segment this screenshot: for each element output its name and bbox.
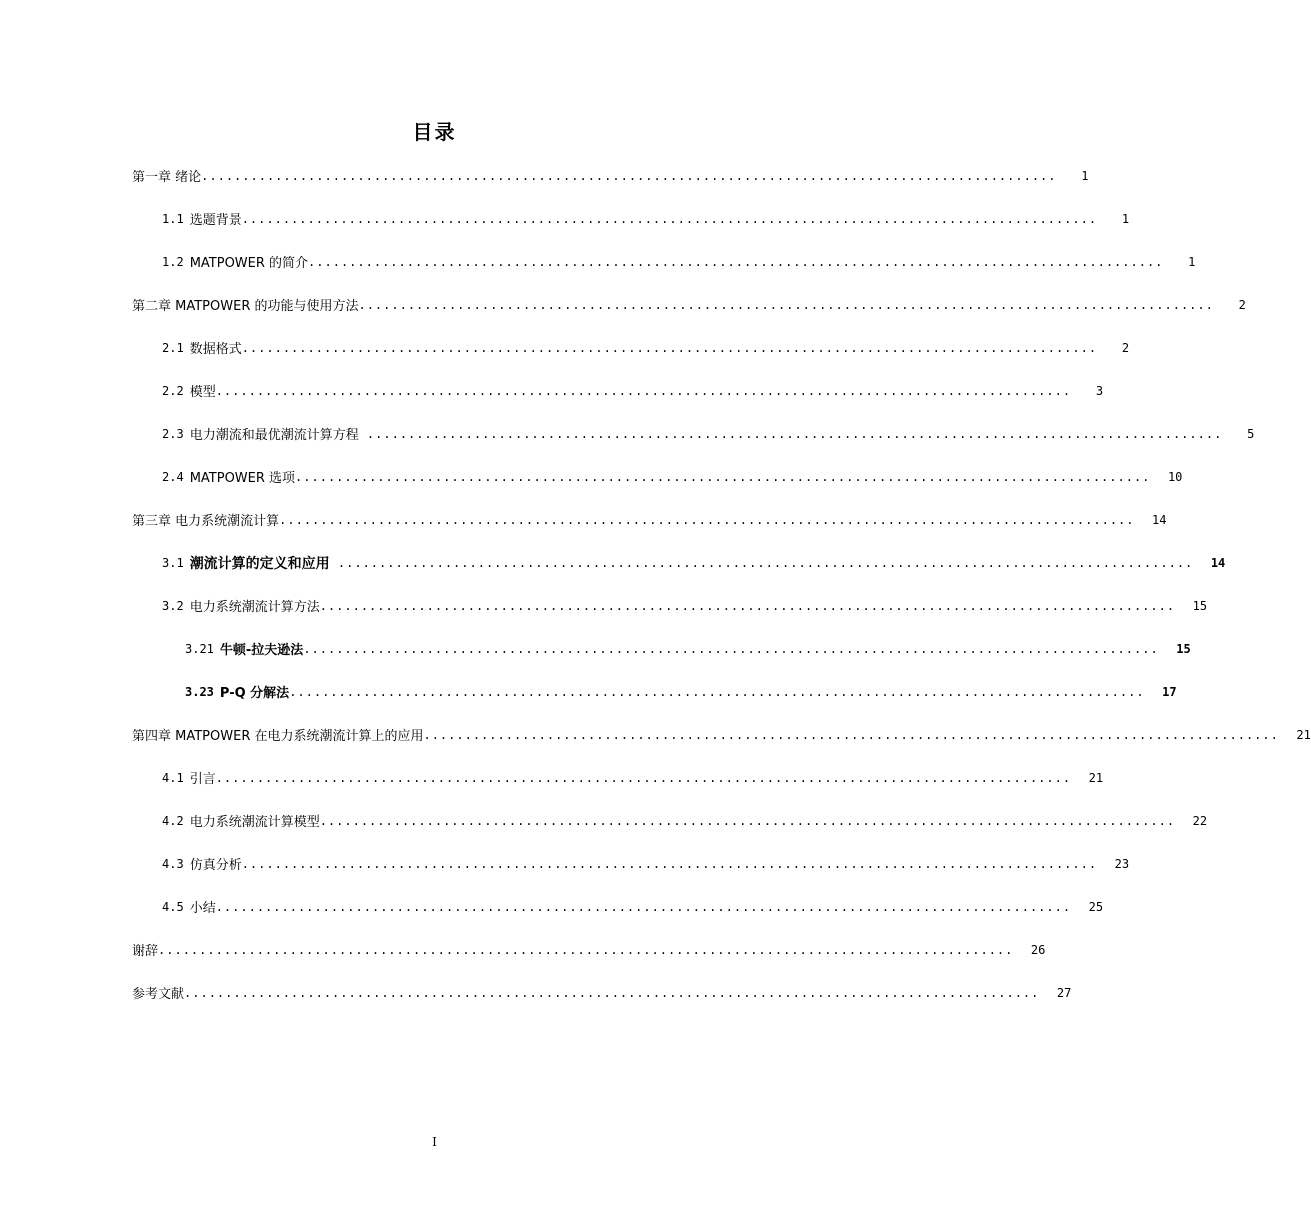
toc-entry-2-4[interactable]	[0, 455, 1183, 498]
toc-entry-1-2[interactable]	[0, 240, 1196, 283]
toc-entry-label: 仿真分析	[189, 858, 242, 873]
toc-page-number: 1	[1121, 211, 1130, 226]
toc-page-number: 27	[1056, 985, 1072, 1000]
toc-entry-label: 牛顿-拉夫逊法	[219, 643, 304, 658]
toc-page-number: 21	[1296, 727, 1311, 742]
toc-page-number: 23	[1114, 856, 1130, 871]
toc-section-number: 1.2	[162, 254, 184, 269]
toc-entry-label: 第三章 电力系统潮流计算	[132, 514, 280, 529]
toc-entry-chapter-1[interactable]	[0, 154, 1089, 197]
toc-entry-chapter-3[interactable]	[0, 498, 1167, 541]
page-title: 目录	[412, 120, 457, 144]
toc-leader-dots: ........................................................................................................	[358, 297, 1214, 312]
toc-leader-dots: ........................................................................................................	[215, 383, 1072, 398]
toc-page-number: 1	[1081, 168, 1089, 183]
toc-leader-dots: ........................................................................................................	[241, 856, 1098, 871]
table-of-contents	[0, 154, 1311, 1014]
toc-page-number: 21	[1088, 770, 1104, 785]
toc-leader-dots: ........................................................................................................	[319, 813, 1176, 828]
toc-entry-label: P-Q 分解法	[219, 686, 290, 701]
toc-page-number: 15	[1192, 598, 1208, 613]
toc-section-number: 3.2	[162, 598, 184, 613]
toc-section-number: 4.5	[162, 899, 184, 914]
toc-entry-label: 电力系统潮流计算模型	[189, 815, 320, 830]
toc-entry-chapter-4[interactable]	[0, 713, 1311, 756]
toc-entry-4-1[interactable]	[0, 756, 1104, 799]
toc-section-number: 3.21	[185, 641, 214, 656]
toc-page-number: 2	[1121, 340, 1130, 355]
toc-section-number: 1.1	[162, 211, 184, 226]
toc-entry-3-2[interactable]	[0, 584, 1208, 627]
toc-section-number: 4.3	[162, 856, 184, 871]
footer-page-number: I	[432, 1135, 437, 1149]
toc-entry-label: 引言	[189, 772, 216, 787]
toc-page-number: 17	[1162, 684, 1177, 699]
toc-leader-dots: ........................................................................................................	[423, 727, 1279, 742]
toc-leader-dots: ........................................................................................................	[295, 469, 1151, 484]
toc-page-number: 15	[1176, 641, 1191, 656]
toc-leader-dots: ........................................................................................................	[158, 942, 1014, 957]
toc-page-number: 1	[1188, 254, 1196, 269]
toc-section-number: 2.2	[162, 383, 184, 398]
toc-entry-3-1[interactable]	[0, 541, 1226, 584]
toc-entry-1-1[interactable]	[0, 197, 1130, 240]
toc-leader-dots: ........................................................................................................	[215, 899, 1072, 914]
toc-entry-label: 谢辞	[132, 944, 159, 959]
toc-leader-dots: ........................................................................................................	[329, 555, 1194, 570]
toc-entry-2-1[interactable]	[0, 326, 1130, 369]
toc-leader-dots: ........................................................................................................	[358, 426, 1223, 441]
toc-entry-4-5[interactable]	[0, 885, 1104, 928]
toc-leader-dots: ........................................................................................................	[303, 641, 1159, 656]
toc-entry-chapter-2[interactable]	[0, 283, 1246, 326]
toc-entry-label: 第二章 MATPOWER 的功能与使用方法	[132, 299, 359, 314]
toc-entry-label: 小结	[189, 901, 216, 916]
toc-leader-dots: ........................................................................................................	[308, 254, 1164, 269]
toc-section-number: 4.1	[162, 770, 184, 785]
toc-section-number: 3.23	[185, 684, 214, 699]
toc-leader-dots: ........................................................................................................	[289, 684, 1145, 699]
toc-leader-dots: ........................................................................................................	[184, 985, 1040, 1000]
toc-entry-label: 电力系统潮流计算方法	[189, 600, 320, 615]
toc-leader-dots: ........................................................................................................	[319, 598, 1176, 613]
toc-page-number: 14	[1152, 512, 1167, 527]
toc-leader-dots: ........................................................................................................	[215, 770, 1072, 785]
toc-entry-3-23[interactable]	[0, 670, 1177, 713]
toc-entry-label: MATPOWER 选项	[189, 471, 296, 486]
toc-section-number: 3.1	[162, 555, 184, 570]
toc-entry-label: 潮流计算的定义和应用	[189, 555, 330, 572]
toc-page-number: 14	[1210, 555, 1226, 570]
toc-section-number: 2.1	[162, 340, 184, 355]
toc-leader-dots: ........................................................................................................	[241, 211, 1098, 226]
toc-page-number: 22	[1192, 813, 1208, 828]
toc-entry-label: 电力潮流和最优潮流计算方程	[189, 428, 359, 443]
toc-section-number: 2.4	[162, 469, 184, 484]
toc-entry-2-2[interactable]	[0, 369, 1104, 412]
toc-leader-dots: ........................................................................................................	[241, 340, 1098, 355]
toc-page-number: 2	[1238, 297, 1246, 312]
toc-entry-references[interactable]	[0, 971, 1072, 1014]
toc-entry-label: 数据格式	[189, 342, 242, 357]
toc-entry-label: MATPOWER 的简介	[189, 256, 309, 271]
toc-leader-dots: ........................................................................................................	[201, 168, 1057, 183]
toc-page-number: 25	[1088, 899, 1104, 914]
toc-entry-3-21[interactable]	[0, 627, 1191, 670]
toc-entry-label: 选题背景	[189, 213, 242, 228]
toc-page-number: 26	[1030, 942, 1046, 957]
toc-entry-label: 第四章 MATPOWER 在电力系统潮流计算上的应用	[132, 729, 424, 744]
toc-section-number: 2.3	[162, 426, 184, 441]
toc-entry-4-3[interactable]	[0, 842, 1130, 885]
toc-page-number: 10	[1167, 469, 1183, 484]
toc-entry-4-2[interactable]	[0, 799, 1208, 842]
toc-page-number: 3	[1095, 383, 1104, 398]
toc-entry-2-3[interactable]	[0, 412, 1255, 455]
toc-page-number: 5	[1247, 426, 1255, 441]
toc-entry-acknowledgements[interactable]	[0, 928, 1046, 971]
toc-leader-dots: ........................................................................................................	[279, 512, 1135, 527]
toc-section-number: 4.2	[162, 813, 184, 828]
toc-entry-label: 参考文献	[132, 987, 185, 1002]
toc-entry-label: 第一章 绪论	[132, 170, 202, 185]
toc-entry-label: 模型	[189, 385, 216, 400]
